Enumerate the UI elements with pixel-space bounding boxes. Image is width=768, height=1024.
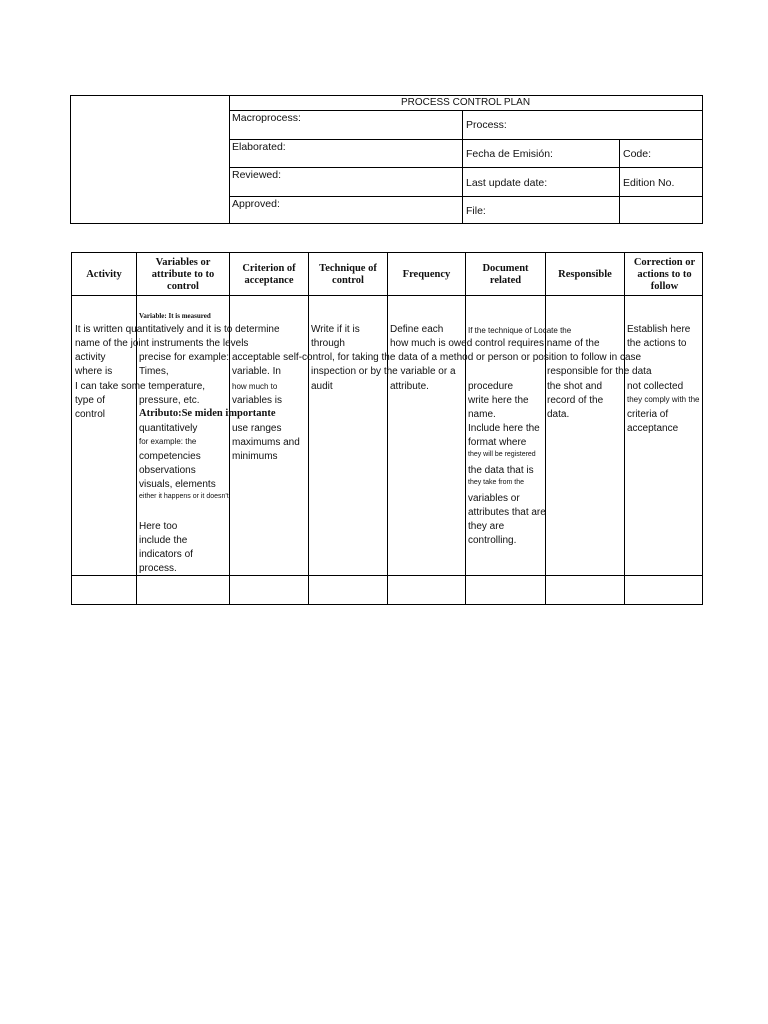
criterion-line: variables is (232, 395, 283, 406)
technique-line: through (311, 338, 345, 349)
frequency-line: how much is owed control requires name of the (390, 338, 600, 349)
document-line: write here the (468, 395, 529, 406)
process-label: Process: (462, 110, 702, 139)
document-line: attributes that are (468, 507, 546, 518)
correction-line: acceptance (627, 423, 679, 434)
grid-line (308, 253, 309, 604)
variables-line: Atributo:Se miden importante (139, 408, 276, 419)
technique-line: audit (311, 381, 333, 392)
activity-line: type of (75, 395, 106, 406)
grid-line (229, 253, 230, 604)
technique-line: Write if it is (311, 324, 360, 335)
variable-heading: Variable: It is measured (139, 312, 211, 320)
responsible-line: the shot and (547, 381, 603, 392)
col-header-frequency: Frequency (402, 268, 451, 280)
grid-line (465, 253, 466, 604)
header-title: PROCESS CONTROL PLAN (229, 96, 702, 111)
document-line: If the technique of Locate the (468, 326, 572, 335)
fecha-emision-label: Fecha de Emisión: (462, 139, 619, 167)
last-update-label: Last update date: (462, 167, 619, 196)
technique-line: inspection or by the variable or a (311, 366, 456, 377)
correction-line: criteria of (627, 409, 669, 420)
responsible-line: data. (547, 409, 570, 420)
elaborated-label: Elaborated: (232, 141, 286, 153)
col-header-responsible: Responsible (558, 268, 612, 280)
variables-line: for example: the (139, 437, 197, 446)
grid-line (624, 253, 625, 604)
document-line: they take from the (468, 479, 525, 486)
file-label: File: (462, 196, 619, 223)
col-header-technique: Technique of control (319, 262, 377, 286)
col-header-correction: Correction or actions to to follow (633, 256, 696, 292)
document-line: Include here the (468, 423, 540, 434)
document-line: variables or (468, 493, 520, 504)
variables-line: pressure, etc. (139, 395, 200, 406)
correction-line: Establish here (627, 324, 691, 335)
variables-line: precise for example: (139, 352, 230, 363)
header-row-macroprocess (229, 110, 702, 140)
document-line: format where (468, 437, 527, 448)
criterion-line: acceptable self-control, for taking the data of a method or person or position to follow in case (232, 352, 642, 363)
variables-line: process. (139, 563, 177, 574)
grid-line (387, 253, 388, 604)
grid-line (545, 253, 546, 604)
edition-label: Edition No. (619, 167, 702, 196)
frequency-line: Define each (390, 324, 444, 335)
responsible-line: responsible for the data (547, 366, 652, 377)
correction-line: the actions to (627, 338, 687, 349)
variables-line: quantitatively (139, 423, 198, 434)
document-line: they are (468, 521, 505, 532)
document-line: name. (468, 409, 496, 420)
approved-label: Approved: (232, 198, 280, 210)
empty-cell (619, 196, 702, 223)
activity-line: control (75, 409, 106, 420)
col-header-variables: Variables or attribute to to control (151, 256, 215, 292)
header-table (70, 95, 703, 224)
col-header-activity: Activity (86, 268, 122, 280)
header-row-reviewed (229, 167, 702, 197)
logo-cell (71, 96, 230, 223)
variables-line: indicators of (139, 549, 193, 560)
activity-line: name of the joint instruments the levels (75, 338, 249, 349)
variables-line: Times, (139, 366, 169, 377)
variables-line: observations (139, 465, 196, 476)
reviewed-label: Reviewed: (232, 169, 282, 181)
macroprocess-label: Macroprocess: (232, 112, 301, 124)
activity-line: activity (75, 352, 106, 363)
criterion-line: minimums (232, 451, 278, 462)
code-label: Code: (619, 139, 702, 167)
criterion-line: maximums and (232, 437, 300, 448)
activity-line: It is written quantitatively and it is to determine (75, 324, 280, 335)
document-line: they will be registered (468, 451, 536, 458)
col-header-document: Document related (482, 262, 529, 286)
frequency-line: attribute. (390, 381, 429, 392)
header-row-approved (229, 196, 702, 223)
activity-line: I can take some temperature, (75, 381, 206, 392)
correction-line: not collected (627, 381, 684, 392)
grid-line (136, 253, 137, 604)
header-row-elaborated (229, 139, 702, 168)
criterion-line: how much to (232, 382, 278, 391)
variables-line: include the (139, 535, 188, 546)
correction-line: they comply with the (627, 395, 700, 404)
criterion-line: variable. In (232, 366, 281, 377)
criterion-line: use ranges (232, 423, 282, 434)
variables-line: Here too (139, 521, 178, 532)
activity-line: where is (75, 366, 113, 377)
document-line: controlling. (468, 535, 517, 546)
control-plan-table (71, 252, 703, 605)
document-line: the data that is (468, 465, 534, 476)
variables-line: competencies (139, 451, 201, 462)
responsible-line: record of the (547, 395, 604, 406)
variables-line: visuals, elements (139, 479, 216, 490)
document-line: procedure (468, 381, 514, 392)
col-header-criterion: Criterion of acceptance (242, 262, 296, 286)
variables-line: either it happens or it doesn't. (139, 493, 231, 500)
